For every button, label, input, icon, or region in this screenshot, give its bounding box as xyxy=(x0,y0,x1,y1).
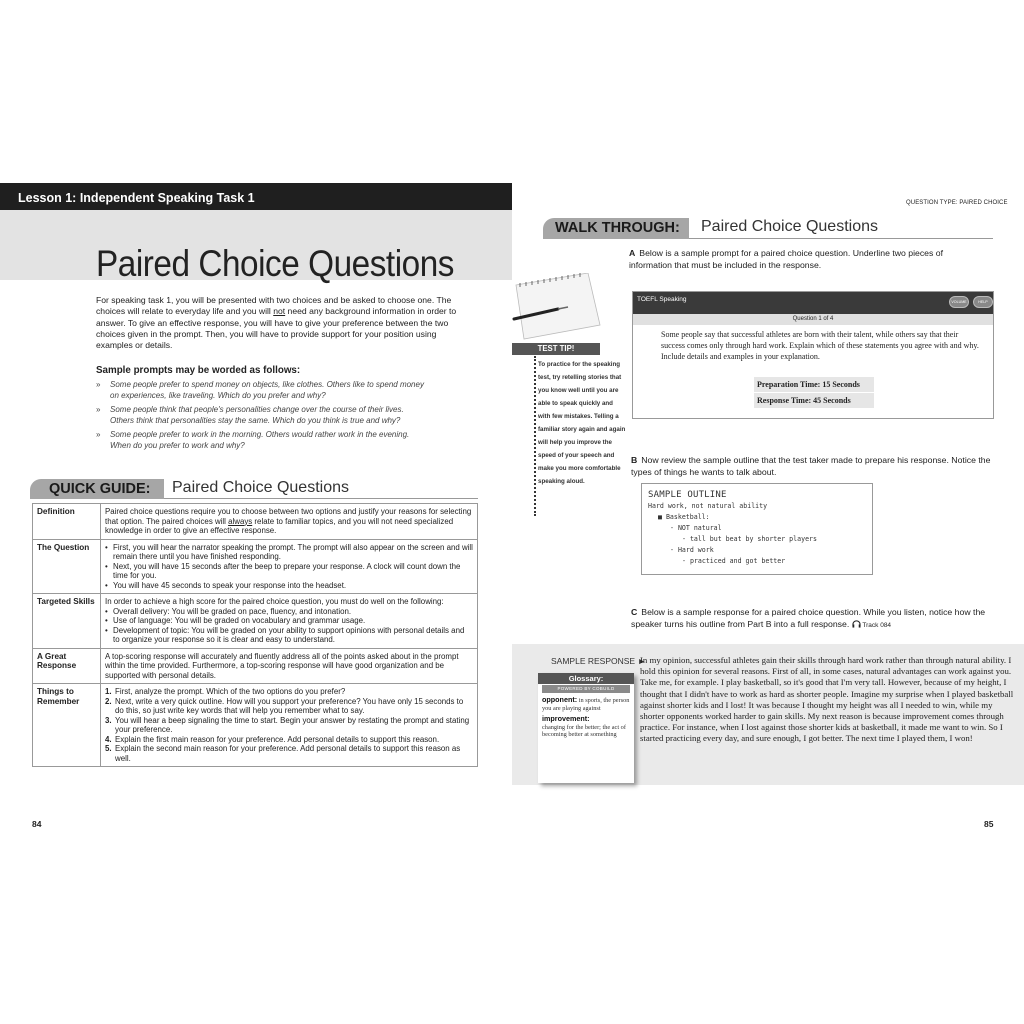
table-row xyxy=(33,684,478,767)
row-label: Definition xyxy=(33,504,101,540)
toefl-title-bar xyxy=(633,292,993,314)
glossary-brand: POWERED BY COBUILD xyxy=(542,685,630,693)
sample-response-label: SAMPLE RESPONSE ► xyxy=(551,656,646,666)
list-item: • Next, you will have 15 seconds after the beep to prepare your response. A clock will count down the time for you. xyxy=(105,562,473,581)
track-label[interactable]: Track 084 xyxy=(852,622,891,629)
list-item: 1. First, analyze the prompt. Which of the two options do you prefer? xyxy=(105,687,346,696)
toefl-screen xyxy=(632,291,994,419)
volume-button[interactable]: VOLUME xyxy=(949,296,969,308)
part-a-instruction: A Below is a sample prompt for a paired choice question. Underline two pieces of information that must be included in the response. xyxy=(629,248,944,270)
test-tip-rule xyxy=(534,356,536,516)
row-label: Targeted Skills xyxy=(33,594,101,649)
lesson-bar: Lesson 1: Independent Speaking Task 1 xyxy=(0,183,512,210)
table-row xyxy=(33,648,478,684)
quick-guide-table xyxy=(32,503,478,767)
part-c-instruction: C Below is a sample response for a paired choice question. While you listen, notice how the speaker turns his outline from Part B into a full response. Track 084 xyxy=(631,607,986,629)
list-item: 3. You will hear a beep signaling the time to start. Begin your answer by restating the prompt and stating your preference. xyxy=(105,715,470,734)
sample-prompt-item: » Some people prefer to spend money on objects, like clothes. Others like to spend money on experiences, like traveling. Which do you prefer and why? xyxy=(96,380,426,401)
table-row xyxy=(33,504,478,540)
sample-prompts-heading: Sample prompts may be worded as follows: xyxy=(96,365,301,376)
prep-time: Preparation Time: 15 Seconds xyxy=(754,377,874,392)
row-content: A top-scoring response will accurately and fluently address all of the points asked about in the prompt within the time provided. Furthermore, a top-scoring response will have good organization and be supported with personal details. xyxy=(101,648,478,684)
part-b-instruction: B Now review the sample outline that the test taker made to prepare his response. Notice the types of things he wants to talk about. xyxy=(631,455,991,477)
list-item: • Use of language: You will be graded on vocabulary and grammar usage. xyxy=(105,616,473,626)
list-item: • Overall delivery: You will be graded on pace, fluency, and intonation. xyxy=(105,607,473,617)
list-item: 2. Next, write a very quick outline. How will you support your preference? You have only 15 seconds to do this, so just write key words that will help you remember what to say. xyxy=(105,696,464,715)
walk-through-rule xyxy=(689,238,993,239)
toefl-times xyxy=(754,377,874,409)
outline-line: - practiced and got better xyxy=(682,557,786,565)
row-content: Paired choice questions require you to choose between two options and justify your reasons for selecting that option. The paired choices will always relate to familiar topics, and you will not need specialized knowledge in order to give an effective response. xyxy=(101,504,478,540)
glossary-box xyxy=(538,673,634,783)
quick-guide-tab: QUICK GUIDE: xyxy=(30,479,164,499)
outline-title: SAMPLE OUTLINE xyxy=(648,490,727,500)
question-type-label: QUESTION TYPE: PAIRED CHOICE xyxy=(906,200,1008,206)
test-tip-title: TEST TIP! xyxy=(512,343,600,355)
outline-line: - Hard work xyxy=(670,546,714,554)
help-button[interactable]: HELP xyxy=(973,296,993,308)
row-content xyxy=(101,539,478,594)
response-time: Response Time: 45 Seconds xyxy=(754,393,874,408)
row-label: Things to Remember xyxy=(33,684,101,767)
row-content: In order to achieve a high score for the paired choice question, you must do well on the following: • Overall delivery: You will be graded on pace, fluency, and intonation. • Use of language: You will be graded on vocabulary and grammar usage. • Development of topic: You will be graded on your ability to support opinions with personal details and to organize your response so it is clear and easy to understand. xyxy=(101,594,478,649)
notepad-pen-icon xyxy=(512,273,602,343)
quick-guide-subtitle: Paired Choice Questions xyxy=(172,479,349,496)
toefl-label: TOEFL Speaking xyxy=(637,296,687,303)
walk-through-subtitle: Paired Choice Questions xyxy=(701,218,878,235)
question-counter: Question 1 of 4 xyxy=(633,314,993,325)
sample-outline xyxy=(641,483,873,575)
outline-line: ■ Basketball: xyxy=(658,513,710,521)
table-row xyxy=(33,594,478,649)
quick-guide-rule xyxy=(164,498,478,499)
page-title: Paired Choice Questions xyxy=(96,243,455,284)
table-row xyxy=(33,539,478,594)
sample-response-text: In my opinion, successful athletes gain their skills through hard work rather than through natural ability. I hold this opinion for several reasons. First of all, in some cases, natural advantages can work against you. Take me, for example. I play basketball, so it's good that I'm very tall. However, because of my height, I thought that I didn't have to work as hard as shorter people. Imagine my surprise when I played basketball against shorter kids and I lost! It was because I thought my height was all I needed to win, while my shorter opponents worked harder to gain skills. My next reason is because improvement comes through practice. For instance, when I lost against those shorter kids at basketball, it made me want to win. So I started practicing every day, and sure enough, I got better. The next time I played them, I won! xyxy=(640,655,1014,744)
headphones-icon xyxy=(852,620,861,628)
list-item: 4. Explain the first main reason for your preference. Add personal details to support this reason. xyxy=(105,734,440,744)
walk-through-tab: WALK THROUGH: xyxy=(543,218,689,239)
test-tip-text: To practice for the speaking test, try retelling stories that you know well until you are able to speak quickly and with few mistakes. Telling a familiar story again and again will help you improve the speed of your speech and make you more comfortable speaking aloud. xyxy=(538,361,626,485)
row-label: A Great Response xyxy=(33,648,101,684)
list-item: • First, you will hear the narrator speaking the prompt. The prompt will also appear on the screen and will remain there until you have finished responding. xyxy=(105,543,473,562)
page-number-right: 85 xyxy=(984,819,994,829)
sample-prompt-item: » Some people think that people's personalities change over the course of their lives. Others think that personalities stay the same. Which do you think is true and why? xyxy=(96,405,426,426)
sample-prompt-item: » Some people prefer to work in the morning. Others would rather work in the evening. When do you prefer to work and why? xyxy=(96,430,426,451)
outline-line: - NOT natural xyxy=(670,524,722,532)
outline-line: - tall but beat by shorter players xyxy=(682,535,817,543)
list-item: • Development of topic: You will be graded on your ability to support opinions with personal details and to organize your response so it is clear and easy to understand. xyxy=(105,626,473,645)
quick-guide-header xyxy=(30,479,478,499)
row-content xyxy=(101,684,478,767)
glossary-title: Glossary: xyxy=(538,673,634,684)
glossary-entry: improvement: changing for the better; the act of becoming better at something xyxy=(542,714,626,739)
toefl-prompt: Some people say that successful athletes are born with their talent, while others say that their success comes only through hard work. Explain which of these statements you agree with and why. Include details and examples in your explanation. xyxy=(661,330,979,361)
intro-paragraph: For speaking task 1, you will be presented with two choices and be asked to choose one. The choices will relate to everyday life and you will not need any background information in order to answer. To give an effective response, you will have to give your preference between the two choices given in the prompt. Then, you will have to provide support for your position using examples or details. xyxy=(96,295,457,351)
sample-prompts-list xyxy=(96,380,426,455)
list-item: 5. Explain the second main reason for your preference. Add personal details to support this reason as well. xyxy=(105,744,461,763)
row-label: The Question xyxy=(33,539,101,594)
book-spread xyxy=(0,183,1024,833)
outline-line: Hard work, not natural ability xyxy=(648,502,768,510)
glossary-entry: opponent: in sports, the person you are playing against xyxy=(542,695,630,712)
walk-through-header xyxy=(543,218,993,239)
page-number-left: 84 xyxy=(32,819,42,829)
list-item: • You will have 45 seconds to speak your response into the headset. xyxy=(105,581,473,591)
